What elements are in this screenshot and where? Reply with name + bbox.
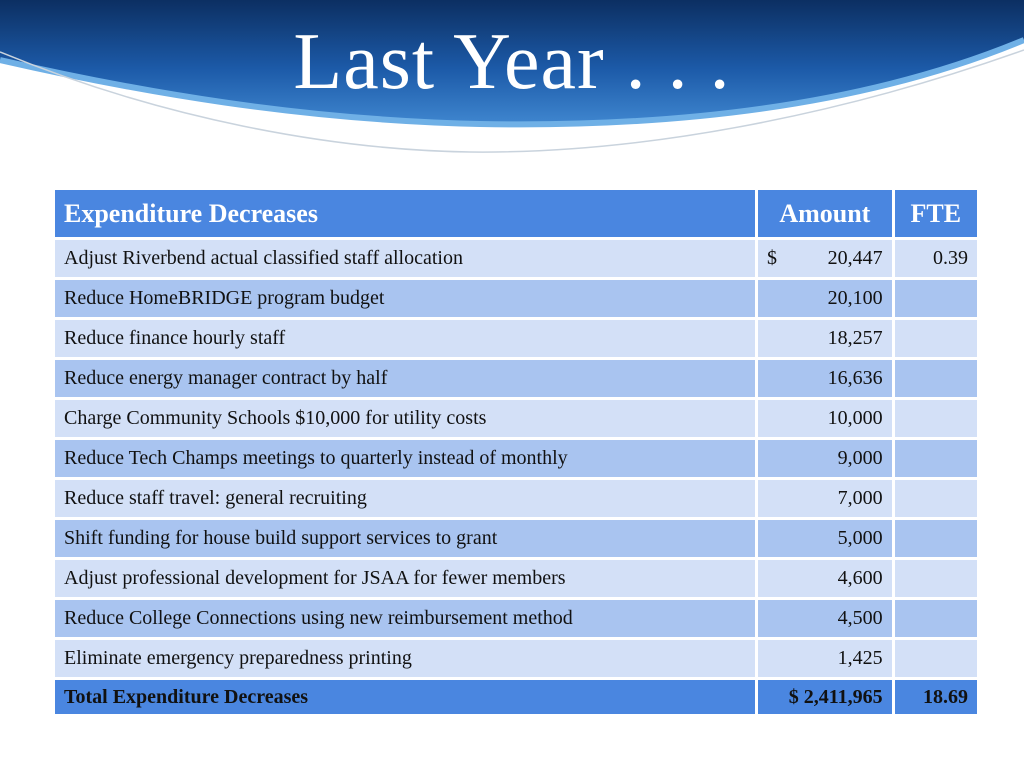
row-fte [895, 520, 977, 557]
row-fte [895, 440, 977, 477]
row-amount [758, 240, 892, 277]
row-description: Reduce HomeBRIDGE program budget [55, 280, 755, 317]
table-row [55, 400, 977, 437]
table-row [55, 360, 977, 397]
table-header-row [55, 190, 977, 237]
table-row [55, 320, 977, 357]
total-row [55, 680, 977, 714]
row-amount: 1,425 [758, 640, 892, 677]
row-description: Adjust Riverbend actual classified staff allocation [55, 240, 755, 277]
row-description: Reduce staff travel: general recruiting [55, 480, 755, 517]
row-description: Charge Community Schools $10,000 for utility costs [55, 400, 755, 437]
row-description: Eliminate emergency preparedness printing [55, 640, 755, 677]
table-row [55, 480, 977, 517]
row-fte [895, 360, 977, 397]
row-amount: 4,500 [758, 600, 892, 637]
total-label: Total Expenditure Decreases [55, 680, 755, 714]
total-fte: 18.69 [895, 680, 977, 714]
row-description: Shift funding for house build support services to grant [55, 520, 755, 557]
expenditure-table [52, 187, 980, 717]
row-fte [895, 320, 977, 357]
row-description: Reduce energy manager contract by half [55, 360, 755, 397]
row-description: Adjust professional development for JSAA for fewer members [55, 560, 755, 597]
currency-symbol: $ [767, 247, 778, 269]
row-amount: 7,000 [758, 480, 892, 517]
total-amount: $ 2,411,965 [758, 680, 892, 714]
column-header-amount: Amount [758, 190, 892, 237]
row-fte: 0.39 [895, 240, 977, 277]
table-row [55, 560, 977, 597]
column-header-fte: FTE [895, 190, 977, 237]
table-row [55, 640, 977, 677]
row-fte [895, 640, 977, 677]
row-fte [895, 400, 977, 437]
page-title: Last Year . . . [293, 18, 731, 106]
table-row [55, 440, 977, 477]
row-description: Reduce College Connections using new reimbursement method [55, 600, 755, 637]
row-fte [895, 600, 977, 637]
row-fte [895, 560, 977, 597]
row-amount: 10,000 [758, 400, 892, 437]
row-fte [895, 480, 977, 517]
table-row [55, 280, 977, 317]
row-amount-value: 20,447 [827, 247, 883, 269]
row-description: Reduce Tech Champs meetings to quarterly instead of monthly [55, 440, 755, 477]
row-amount: 4,600 [758, 560, 892, 597]
table-row [55, 600, 977, 637]
row-description: Reduce finance hourly staff [55, 320, 755, 357]
row-amount: 18,257 [758, 320, 892, 357]
row-amount: 9,000 [758, 440, 892, 477]
row-fte [895, 280, 977, 317]
row-amount: 20,100 [758, 280, 892, 317]
row-amount: 16,636 [758, 360, 892, 397]
table-row [55, 240, 977, 277]
table-row [55, 520, 977, 557]
column-header-description: Expenditure Decreases [55, 190, 755, 237]
row-amount: 5,000 [758, 520, 892, 557]
